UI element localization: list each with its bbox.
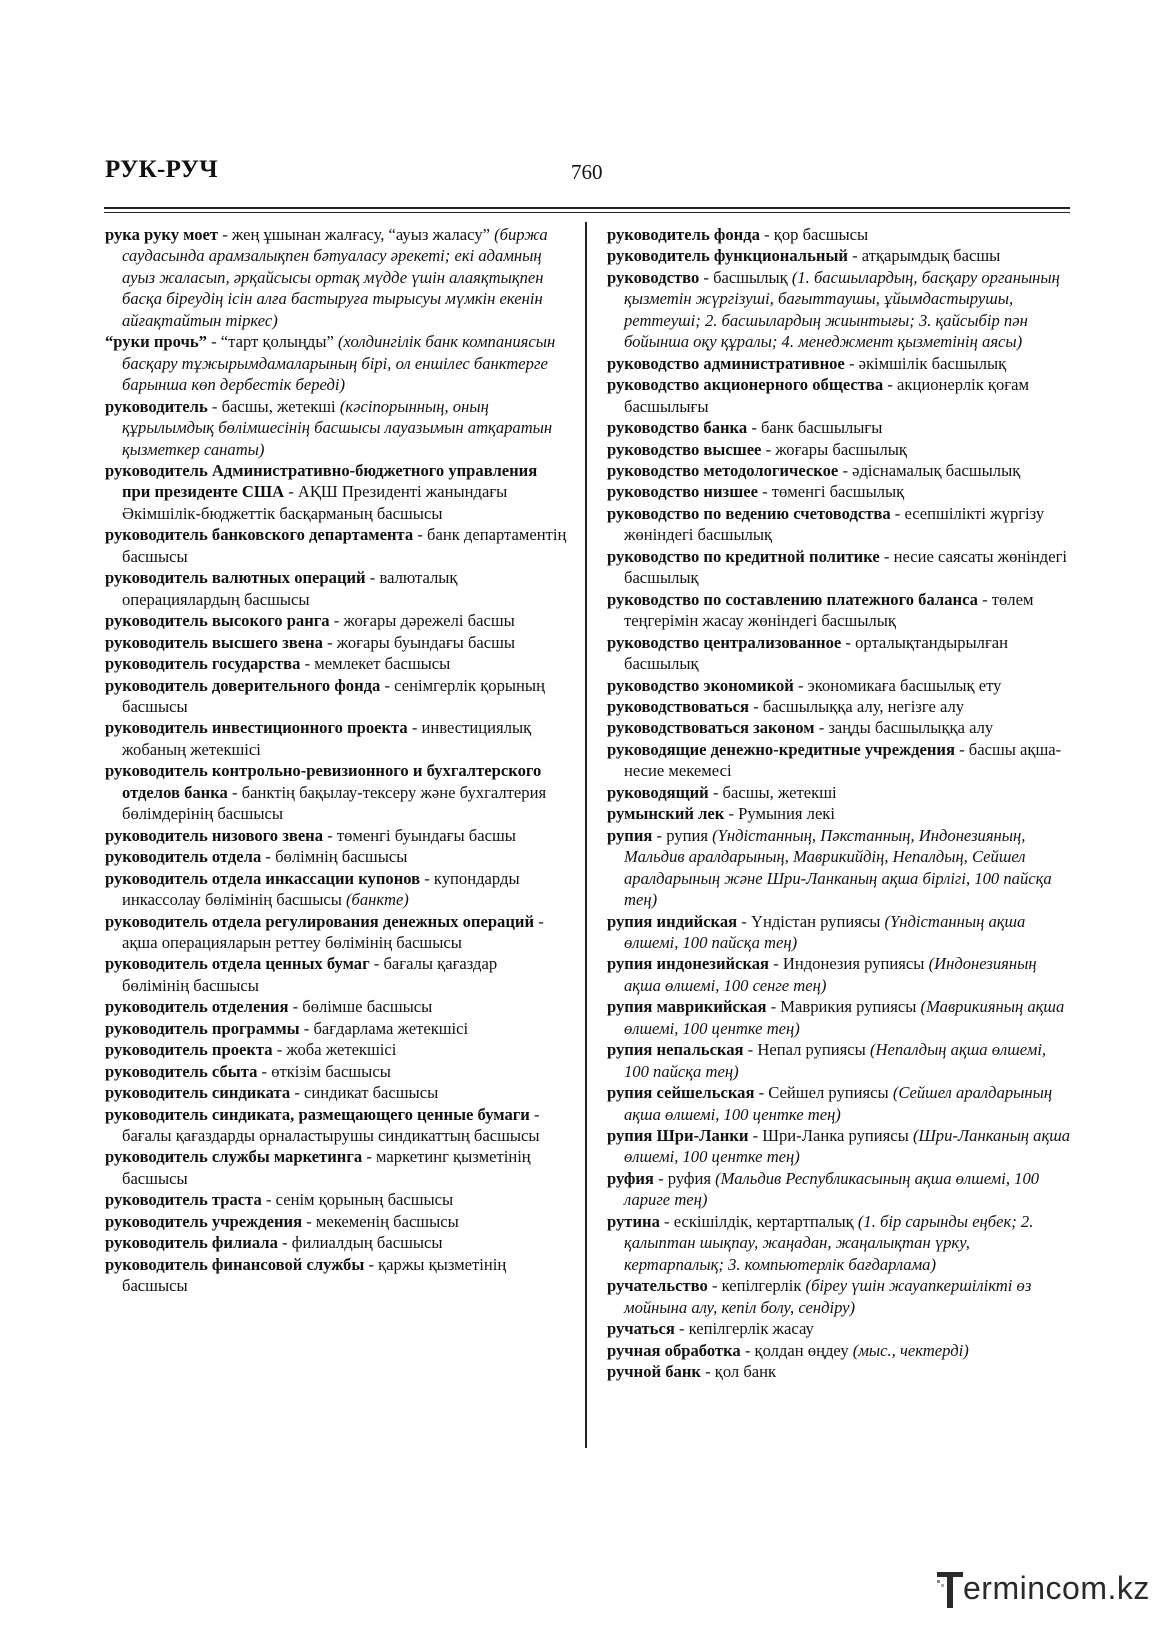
entry-definition: - рупия (652, 825, 713, 845)
dictionary-entry (105, 653, 567, 674)
entry-term: руководство банка (607, 418, 748, 438)
termincom-t-icon (935, 1568, 965, 1612)
dictionary-entry (607, 1318, 1071, 1339)
entry-note: (1. бір сарынды еңбек; 2. қалыптан шықпау, жаңадан, жаңалықтан үрку, кертарпалық; 3. компьютерлік бағдарлама) (624, 1211, 1034, 1274)
header-rule-thick (104, 207, 1070, 209)
entry-term: рупия сейшельская (607, 1083, 755, 1103)
dictionary-entry (105, 717, 567, 760)
entry-term: руководствоваться законом (607, 718, 815, 738)
entry-term: ручной банк (607, 1362, 701, 1382)
entry-definition: - жоғары буындағы басшы (322, 632, 516, 652)
entry-definition: - Үндістан рупиясы (737, 911, 885, 931)
entry-definition: - қолдан өңдеу (740, 1340, 853, 1360)
entry-term: руководитель доверительного фонда (105, 675, 381, 695)
entry-definition: - кепілгерлік жасау (674, 1319, 814, 1339)
dictionary-entry (105, 1189, 567, 1210)
entry-definition: - филиалдың басшысы (277, 1233, 443, 1253)
entry-term: рупия индонезийская (607, 954, 770, 974)
dictionary-entry (607, 267, 1071, 353)
entry-definition: - руфия (653, 1168, 716, 1188)
dictionary-entry (607, 353, 1071, 374)
dictionary-entry (607, 1168, 1071, 1211)
entry-definition: - басшы, жетекші (207, 396, 340, 416)
dictionary-entry (105, 1018, 567, 1039)
entry-note: (Шри-Ланканың ақша өлшемі, 100 центке тең) (624, 1126, 1071, 1167)
entry-term: рупия (607, 825, 653, 845)
entry-term: руководитель филиала (105, 1233, 278, 1253)
dictionary-entry (607, 589, 1071, 632)
entry-note: (кәсіпорынның, оның құрылымдық бөлімшесінің басшысы лауазымын атқаратын қызметкер санаты) (122, 396, 553, 459)
entry-definition: - Маврикия рупиясы (766, 997, 921, 1017)
entry-definition: - есепшілікті жүргізу жөніндегі басшылық (624, 503, 1045, 545)
entry-term: руководство экономикой (607, 675, 794, 695)
dictionary-entry (607, 825, 1071, 911)
dictionary-entry (105, 1104, 567, 1147)
entry-note: (мыс., чектерді) (852, 1340, 969, 1360)
entry-definition: - сенім қорының басшысы (261, 1190, 454, 1210)
page-number: 760 (571, 160, 603, 184)
entry-term: рупия Шри-Ланки (607, 1126, 749, 1146)
entry-definition: - купондарды инкассолау бөлімінің басшысы (122, 868, 520, 910)
dictionary-entry (607, 1125, 1071, 1168)
dictionary-entry (607, 245, 1071, 266)
dictionary-entry (105, 1146, 567, 1189)
entry-definition: - басшы ақша-несие мекемесі (624, 739, 1062, 781)
dictionary-entry (105, 460, 567, 524)
dictionary-entry (607, 632, 1071, 675)
entry-definition: - Шри-Ланка рупиясы (748, 1126, 913, 1146)
entry-term: руководство административное (607, 353, 845, 373)
entry-definition: - ақша операцияларын реттеу бөлімінің басшысы (122, 911, 544, 952)
dictionary-entry (607, 503, 1071, 546)
dictionary-entry (105, 868, 567, 911)
entry-term: руководитель контрольно-ревизионного и бухгалтерского отделов банка (105, 761, 542, 802)
dictionary-entry (607, 1211, 1071, 1275)
entry-term: рука руку моет (105, 225, 219, 244)
entry-term: руководитель валютных операций (105, 568, 366, 588)
entry-note: (Сейшел аралдарының ақша өлшемі, 100 центке тең) (624, 1083, 1053, 1124)
termincom-watermark (935, 1568, 1150, 1614)
entry-term: руководитель программы (105, 1018, 300, 1038)
entry-note: (Мальдив Республикасының ақша өлшемі, 100 лариге тең) (624, 1168, 1040, 1210)
entry-note: (холдингілік банк компаниясын басқару тұжырымдамаларының бірі, ол еншілес банктерге барынша көп дербестік береді) (122, 332, 556, 395)
dictionary-entry (607, 953, 1071, 996)
dictionary-entry (105, 760, 567, 824)
entry-definition: - бағалы қағаздарды орналастырушы синдикаттың басшысы (122, 1104, 540, 1146)
entry-term: рупия индийская (607, 911, 738, 931)
entry-term: руководитель инвестиционного проекта (105, 718, 408, 738)
watermark-text: ermincom.kz (963, 1570, 1150, 1606)
dictionary-entry (105, 567, 567, 610)
dictionary-entry (607, 996, 1071, 1039)
entry-definition: - Индонезия рупиясы (769, 954, 929, 974)
dictionary-entry (607, 224, 1071, 245)
entry-term: руководитель учреждения (105, 1211, 303, 1231)
entry-definition: - заңды басшылыққа алу (814, 718, 994, 738)
entry-term: руководитель службы маркетинга (105, 1147, 363, 1167)
entry-term: руководство (607, 267, 700, 287)
entry-term: руководитель банковского департамента (105, 525, 414, 545)
entry-definition: - басшылық (699, 267, 792, 287)
column-divider (585, 222, 587, 1448)
entry-term: ручная обработка (607, 1340, 741, 1360)
dictionary-entry (607, 803, 1071, 824)
entry-term: руководитель отдела инкассации купонов (105, 868, 421, 888)
dictionary-entry (105, 1039, 567, 1060)
entry-term: руководитель проекта (105, 1040, 273, 1060)
entry-definition: - қаржы қызметінің басшысы (122, 1254, 507, 1296)
dictionary-entry (607, 1275, 1071, 1318)
entry-note: (Индонезияның ақша өлшемі, 100 сенге тең) (624, 954, 1037, 995)
entry-definition: - жең ұшынан жалғасу, “ауыз жаласу” (218, 225, 495, 244)
entry-definition: - синдикат басшысы (290, 1083, 439, 1103)
entry-definition: - басшы, жетекші (708, 782, 837, 802)
entry-term: руководитель синдиката (105, 1083, 291, 1103)
entry-definition: - орталықтандырылған басшылық (624, 632, 1009, 674)
dictionary-entry (105, 632, 567, 653)
dictionary-entry (105, 396, 567, 460)
dictionary-entry (607, 717, 1071, 738)
entry-definition: - бөлімнің басшысы (261, 847, 408, 867)
entry-term: руководство высшее (607, 439, 762, 459)
entry-term: руководство по ведению счетоводства (607, 503, 891, 523)
entry-definition: - Румыния лекі (724, 804, 835, 824)
entry-term: ручательство (607, 1276, 708, 1296)
dictionary-entry (105, 1061, 567, 1082)
entry-term: руководитель Административно-бюджетного управления при президенте США (105, 460, 538, 502)
entry-note: (биржа саудасында арамзалықпен бәтуаласу әрекеті; екі адамның ауыз жаласып, әрқайсысы ортақ мүдде үшін алаяқтықпен басқа біреудің ісін алға бастыруға тырысуы мүмкін екенін айғақтайтын тіркес) (122, 225, 548, 330)
entry-term: руководитель отдела ценных бумаг (105, 954, 370, 974)
dictionary-entry (607, 675, 1071, 696)
entry-term: руководство методологическое (607, 460, 839, 480)
dictionary-entry (105, 524, 567, 567)
dictionary-entry (105, 996, 567, 1017)
entry-note: (Үндістанның ақша өлшемі, 100 пайсқа тең) (624, 911, 1026, 952)
page-header-title: РУК-РУЧ (105, 156, 218, 183)
entry-term: руководитель финансовой службы (105, 1254, 365, 1274)
entry-definition: - төменгі басшылық (757, 482, 905, 502)
entry-definition: - мемлекет басшысы (300, 654, 451, 674)
dictionary-entry (105, 1254, 567, 1297)
entry-definition: - мекеменің басшысы (302, 1211, 459, 1231)
entry-term: руководитель отдела (105, 847, 262, 867)
dictionary-entry (105, 331, 567, 395)
entry-definition: - акционерлік қоғам басшылығы (624, 375, 1029, 416)
entry-term: руководитель высокого ранга (105, 611, 330, 631)
entry-definition: - несие саясаты жөніндегі басшылық (624, 546, 1067, 588)
entry-term: руководящие денежно-кредитные учреждения (607, 739, 955, 759)
entry-definition: - төменгі буындағы басшы (323, 825, 516, 845)
entry-term: руководство по кредитной политике (607, 546, 880, 566)
entry-definition: - валюталық операциялардың басшысы (122, 568, 458, 609)
dictionary-entry (607, 1361, 1071, 1382)
entry-term: руководитель фонда (607, 225, 760, 244)
left-column (105, 224, 567, 1297)
entry-term: руководитель (105, 396, 208, 416)
dictionary-entry (105, 911, 567, 954)
entry-note: (Үндістанның, Пәкстанның, Индонезияның, Мальдив аралдарының, Маврикийдің, Непалдың, Сейшел аралдарының және Шри-Ланканың ақша бірлігі, 100 пайсқа тең) (624, 825, 1052, 910)
header-rule-thin (104, 212, 1070, 213)
dictionary-entry (607, 439, 1071, 460)
dictionary-entry (105, 953, 567, 996)
dictionary-entry (607, 782, 1071, 803)
entry-definition: - ескішілдік, кертартпалық (659, 1211, 858, 1231)
entry-definition: - банк басшылығы (747, 418, 883, 438)
entry-note: (банкте) (346, 890, 409, 910)
entry-definition: - сенімгерлік қорының басшысы (122, 675, 545, 716)
dictionary-entry (607, 374, 1071, 417)
dictionary-entry (607, 460, 1071, 481)
entry-note: (біреу үшін жауапкершілікті өз мойнына алу, кепіл болу, сендіру) (624, 1276, 1032, 1317)
entry-definition: - жоба жетекшісі (272, 1040, 397, 1060)
entry-definition: - әкімшілік басшылық (844, 353, 1007, 373)
entry-note: (1. басшылардың, басқару органының қызметін жүргізуші, бағыттаушы, ұйымдастырушы, реттеуші; 2. басшылардың жиынтығы; 3. қайсыбір пән бойынша оқу құралы; 4. менеджмент қызметінің аясы) (624, 267, 1060, 352)
entry-definition: - әдіснамалық басшылық (838, 460, 1021, 480)
entry-definition: - жоғары дәрежелі басшы (329, 611, 515, 631)
entry-term: руководитель отделения (105, 997, 289, 1017)
entry-term: руководитель траста (105, 1190, 262, 1210)
dictionary-entry (607, 481, 1071, 502)
entry-definition: - бөлімше басшысы (288, 997, 433, 1017)
entry-term: “руки прочь” (105, 332, 207, 352)
entry-term: руководитель государства (105, 654, 301, 674)
entry-term: руководитель высшего звена (105, 632, 323, 652)
entry-definition: - Непал рупиясы (743, 1040, 870, 1060)
entry-term: руфия (607, 1168, 654, 1188)
entry-definition: - бағалы қағаздар бөлімінің басшысы (122, 954, 498, 995)
entry-definition: - өткізім басшысы (257, 1061, 391, 1081)
entry-term: руководящий (607, 782, 709, 802)
entry-term: рупия непальская (607, 1040, 744, 1060)
entry-definition: - “тарт қолыңды” (206, 332, 339, 352)
dictionary-entry (607, 1039, 1071, 1082)
entry-definition: - басшылыққа алу, негізге алу (748, 696, 965, 716)
dictionary-entry (607, 911, 1071, 954)
dictionary-entry (105, 1082, 567, 1103)
entry-definition: - кепілгерлік (707, 1276, 806, 1296)
dictionary-entry (607, 1082, 1071, 1125)
entry-definition: - жоғары басшылық (761, 439, 907, 459)
dictionary-entry (607, 1340, 1071, 1361)
entry-term: руководство низшее (607, 482, 758, 502)
entry-term: ручаться (607, 1319, 675, 1339)
entry-note: (Маврикияның ақша өлшемі, 100 центке тең) (624, 997, 1065, 1038)
entry-term: румынский лек (607, 804, 725, 824)
entry-term: руководство акционерного общества (607, 375, 884, 395)
entry-definition: - атқарымдық басшы (847, 246, 1001, 266)
dictionary-entry (607, 546, 1071, 589)
entry-term: руководитель низового звена (105, 825, 324, 845)
dictionary-entry (105, 610, 567, 631)
right-column (607, 224, 1071, 1382)
dictionary-entry (105, 1232, 567, 1253)
entry-term: руководство по составлению платежного баланса (607, 589, 978, 609)
entry-term: руководствоваться (607, 696, 749, 716)
dictionary-entry (105, 675, 567, 718)
dictionary-entry (105, 224, 567, 331)
entry-note: (Непалдың ақша өлшемі, 100 пайсқа тең) (624, 1040, 1047, 1081)
entry-term: рутина (607, 1211, 660, 1231)
entry-term: руководитель сбыта (105, 1061, 258, 1081)
entry-term: руководитель синдиката, размещающего ценные бумаги (105, 1104, 530, 1124)
dictionary-entry (607, 696, 1071, 717)
entry-term: руководитель функциональный (607, 246, 848, 266)
entry-term: руководство централизованное (607, 632, 842, 652)
dictionary-entry (105, 1211, 567, 1232)
dictionary-entry (105, 846, 567, 867)
entry-definition: - төлем теңгерімін жасау жөніндегі басшылық (624, 589, 1034, 631)
dictionary-entry (607, 417, 1071, 438)
entry-definition: - қор басшысы (759, 225, 869, 244)
dictionary-entry (105, 825, 567, 846)
entry-term: рупия маврикийская (607, 997, 767, 1017)
entry-definition: - маркетинг қызметінің басшысы (122, 1147, 531, 1188)
entry-definition: - банктің бақылау-тексеру және бухгалтерия бөлімдерінің басшысы (122, 782, 547, 824)
entry-definition: - Сейшел рупиясы (754, 1083, 893, 1103)
entry-definition: - қол банк (700, 1362, 777, 1382)
entry-definition: - бағдарлама жетекшісі (299, 1018, 469, 1038)
entry-term: руководитель отдела регулирования денежных операций (105, 911, 535, 931)
entry-definition: - АҚШ Президенті жанындағы Әкімшілік-бюджеттік басқарманың басшысы (122, 482, 508, 523)
entry-definition: - экономикаға басшылық ету (793, 675, 1002, 695)
dictionary-entry (607, 739, 1071, 782)
entry-definition: - инвестициялық жобаның жетекшісі (122, 718, 532, 759)
entry-definition: - банк департаментің басшысы (122, 525, 567, 566)
